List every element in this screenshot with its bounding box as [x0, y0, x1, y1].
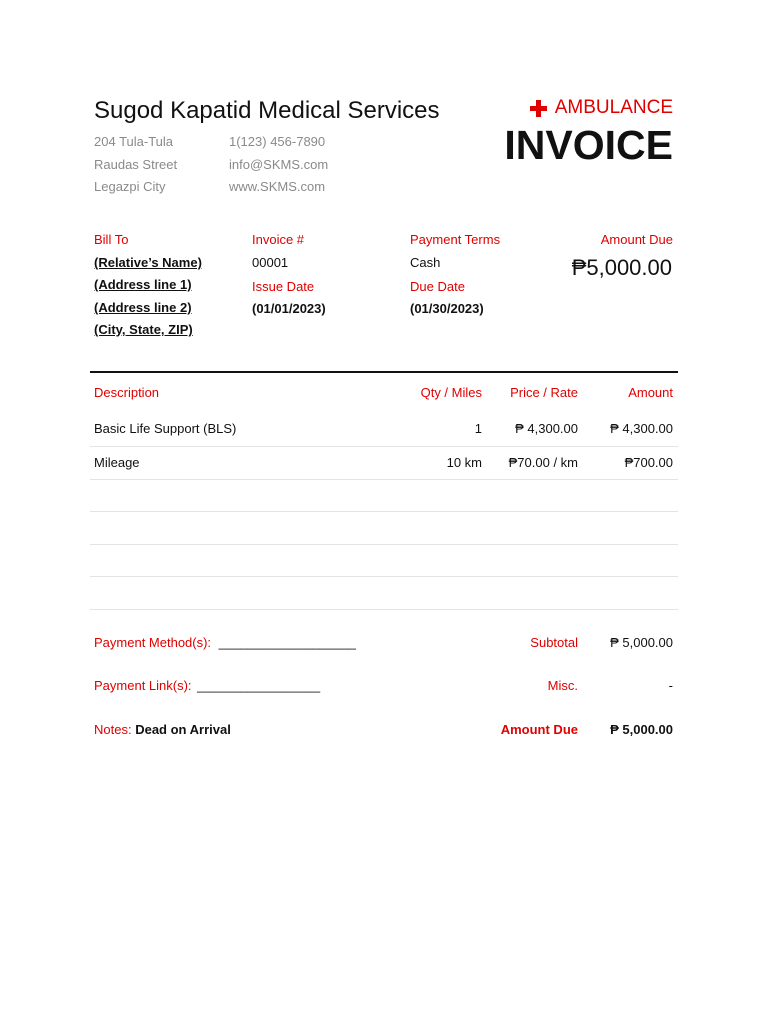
amount-due-value: ₱5,000.00 — [571, 255, 672, 280]
medical-cross-icon — [530, 100, 547, 117]
invoice-number: 00001 — [252, 255, 289, 270]
address-line-1: 204 Tula-Tula — [94, 134, 174, 149]
row-2-rate: ₱70.00 / km — [508, 455, 578, 470]
company-email: info@SKMS.com — [229, 157, 329, 172]
company-website: www.SKMS.com — [229, 179, 326, 194]
row-divider — [90, 609, 678, 610]
bill-to-city: (City, State, ZIP) — [94, 322, 193, 337]
invoice-title: INVOICE — [504, 122, 673, 168]
row-2-amount: ₱700.00 — [624, 455, 673, 470]
invoice-number-label: Invoice # — [252, 232, 305, 247]
payment-method-label: Payment Method(s): — [94, 635, 212, 650]
notes-line — [94, 722, 231, 737]
company-name: Sugod Kapatid Medical Services — [94, 97, 440, 124]
bill-to-name: (Relative’s Name) — [94, 255, 202, 270]
row-divider — [90, 511, 678, 512]
row-1-rate: ₱ 4,300.00 — [515, 421, 578, 436]
subtotal-value: ₱ 5,000.00 — [610, 635, 673, 650]
issue-date: (01/01/2023) — [252, 301, 326, 316]
row-1-description: Basic Life Support (BLS) — [94, 421, 237, 436]
due-date-label: Due Date — [410, 279, 465, 294]
row-1-amount: ₱ 4,300.00 — [610, 421, 673, 436]
notes-text: Dead on Arrival — [135, 722, 231, 737]
row-2-qty: 10 km — [446, 455, 482, 470]
misc-label: Misc. — [547, 678, 578, 693]
payment-terms-label: Payment Terms — [410, 232, 501, 247]
payment-link-label: Payment Link(s): — [94, 678, 192, 693]
bill-to-address-1: (Address line 1) — [94, 277, 192, 292]
row-1-qty: 1 — [474, 421, 482, 436]
col-amount-header: Amount — [628, 385, 673, 400]
subtotal-label: Subtotal — [530, 635, 578, 650]
company-phone: 1(123) 456-7890 — [229, 134, 326, 149]
payment-terms: Cash — [410, 255, 441, 270]
payment-link-blank: _________________ — [197, 678, 321, 693]
row-divider — [90, 544, 678, 545]
payment-method-line — [94, 635, 356, 650]
row-divider — [90, 446, 678, 447]
bill-to-address-2: (Address line 2) — [94, 300, 192, 315]
payment-method-blank: ___________________ — [218, 635, 357, 650]
payment-link-line — [94, 678, 320, 693]
ambulance-badge — [530, 97, 673, 119]
col-qty-header: Qty / Miles — [420, 385, 482, 400]
total-amount-due-value: ₱ 5,000.00 — [610, 722, 673, 737]
due-date: (01/30/2023) — [410, 301, 484, 316]
address-line-2: Raudas Street — [94, 157, 178, 172]
col-description-header: Description — [94, 385, 160, 400]
misc-value: - — [668, 678, 673, 693]
notes-label: Notes: — [94, 722, 132, 737]
address-line-3: Legazpi City — [94, 179, 166, 194]
row-2-description: Mileage — [94, 455, 140, 470]
row-divider — [90, 479, 678, 480]
ambulance-label: AMBULANCE — [554, 97, 673, 118]
issue-date-label: Issue Date — [252, 279, 315, 294]
bill-to-label: Bill To — [94, 232, 129, 247]
row-divider — [90, 576, 678, 577]
col-rate-header: Price / Rate — [510, 385, 578, 400]
total-amount-due-label: Amount Due — [500, 722, 578, 737]
table-top-rule — [90, 371, 678, 373]
amount-due-label: Amount Due — [600, 232, 673, 247]
